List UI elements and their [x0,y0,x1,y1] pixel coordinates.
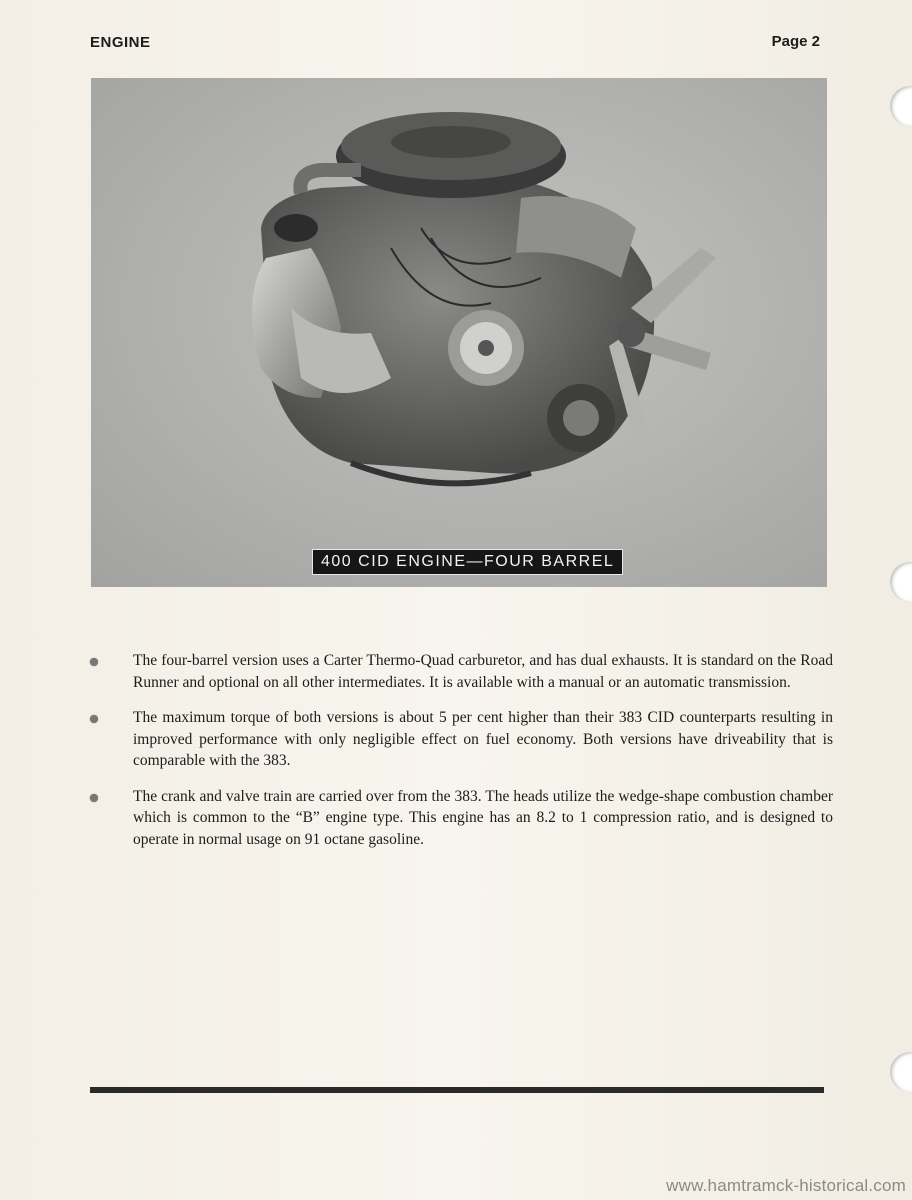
binder-hole [890,1052,912,1092]
list-item [88,650,833,693]
engine-photo [91,78,827,587]
footer-rule [90,1087,824,1093]
bullet-icon [90,658,98,666]
page-number: Page 2 [771,33,820,50]
list-item [88,707,833,772]
bullet-icon [90,715,98,723]
list-item-text: The crank and valve train are carried over from the 383. The heads utilize the wedge-shape combustion chamber which is common to the “B” engine type. This engine has an 8.2 to 1 compression ratio, and is designed to operate in normal usage on 91 octane gasoline. [133,787,833,848]
site-watermark: www.hamtramck-historical.com [666,1176,906,1195]
bullet-icon [90,794,98,802]
list-item-text: The maximum torque of both versions is about 5 per cent higher than their 383 CID counterparts resulting in improved performance with only negligible effect on fuel economy. Both versions have driveability that is comparable with the 383. [133,709,833,769]
engine-illustration [91,78,827,587]
list-item [88,786,833,851]
figure-caption: 400 CID ENGINE—FOUR BARREL [312,549,623,575]
section-title: ENGINE [90,34,151,51]
list-item-text: The four-barrel version uses a Carter Thermo-Quad carburetor, and has dual exhausts. It is standard on the Road Runner and optional on all other intermediates. It is available with a manual or an automatic transmission. [133,652,833,691]
bullet-list [88,650,833,864]
binder-hole [890,86,912,126]
binder-hole [890,562,912,602]
